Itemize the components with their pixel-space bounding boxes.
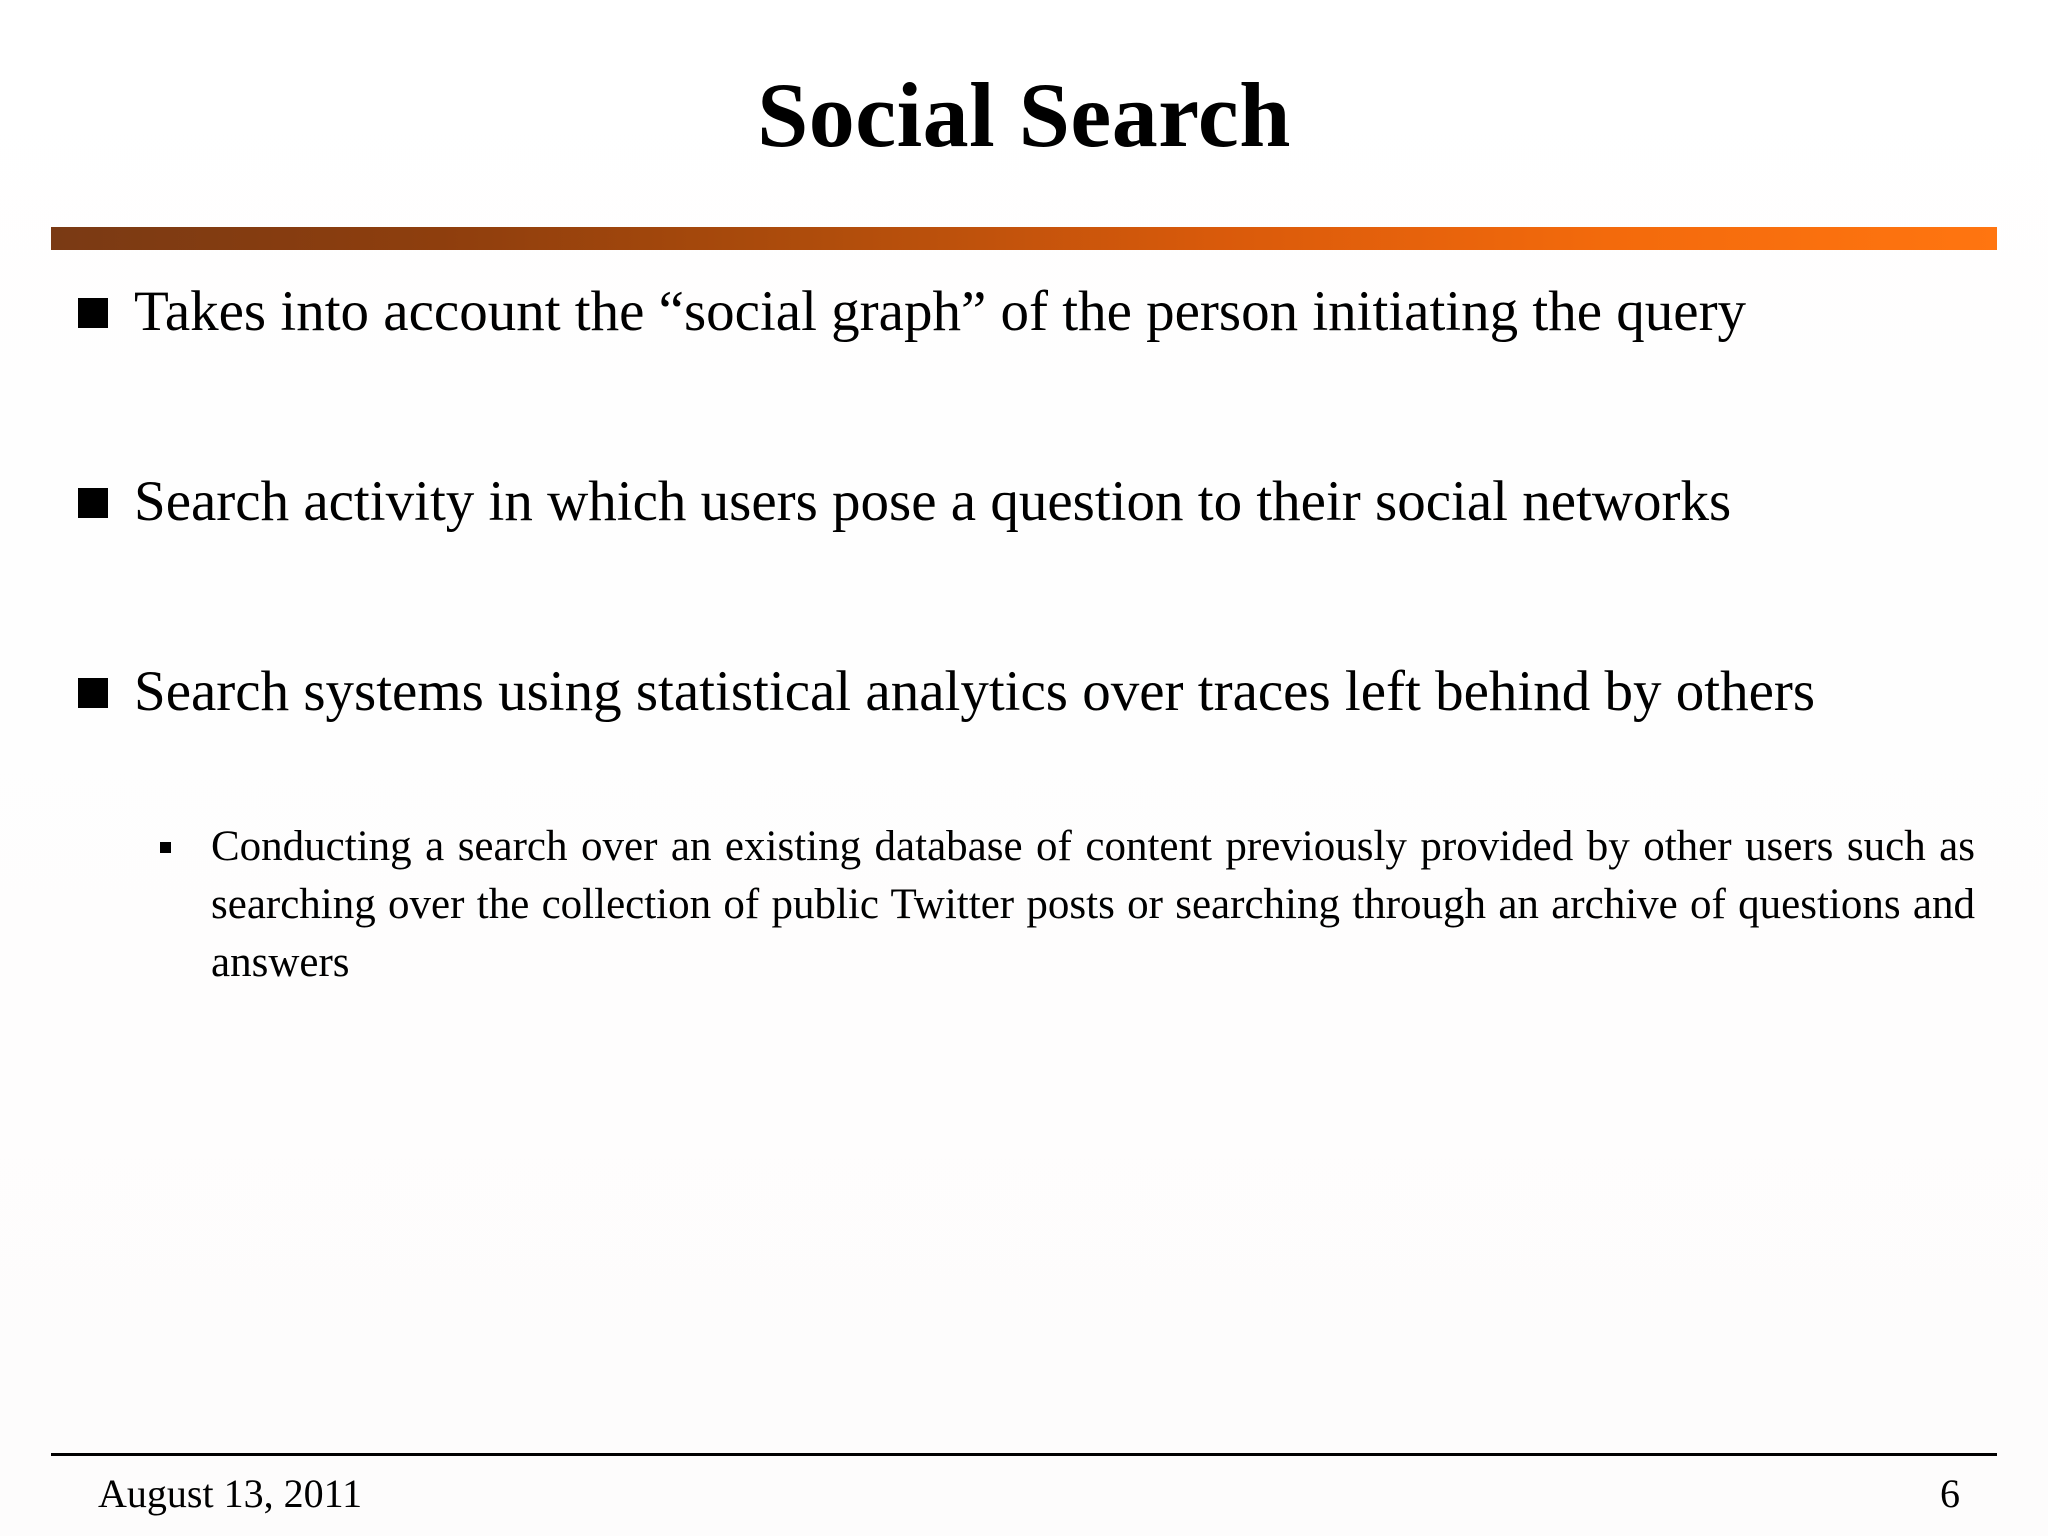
small-square-bullet-icon: [160, 842, 171, 853]
bullet-item: [78, 276, 1975, 348]
footer-divider: [51, 1453, 1997, 1456]
bullet-text: Takes into account the “social graph” of the person initiating the query: [134, 280, 1747, 343]
sub-bullet-item: [160, 818, 1975, 992]
bullet-text: Search activity in which users pose a question to their social networks: [134, 470, 1732, 533]
slide-title: Social Search: [757, 64, 1291, 166]
square-bullet-icon: [78, 298, 108, 328]
bullet-item: [78, 656, 1975, 728]
bullet-item: [78, 466, 1975, 538]
page-number: 6: [1940, 1471, 1960, 1516]
square-bullet-icon: [78, 488, 108, 518]
title-divider-bar: [51, 227, 1997, 250]
bullet-text: Search systems using statistical analytics over traces left behind by others: [134, 660, 1816, 723]
square-bullet-icon: [78, 678, 108, 708]
footer-date: August 13, 2011: [98, 1471, 363, 1516]
sub-bullet-text: Conducting a search over an existing database of content previously provided by other users such as searching over the collection of public Twitter posts or searching through an archive of questions and answers: [211, 823, 1975, 986]
